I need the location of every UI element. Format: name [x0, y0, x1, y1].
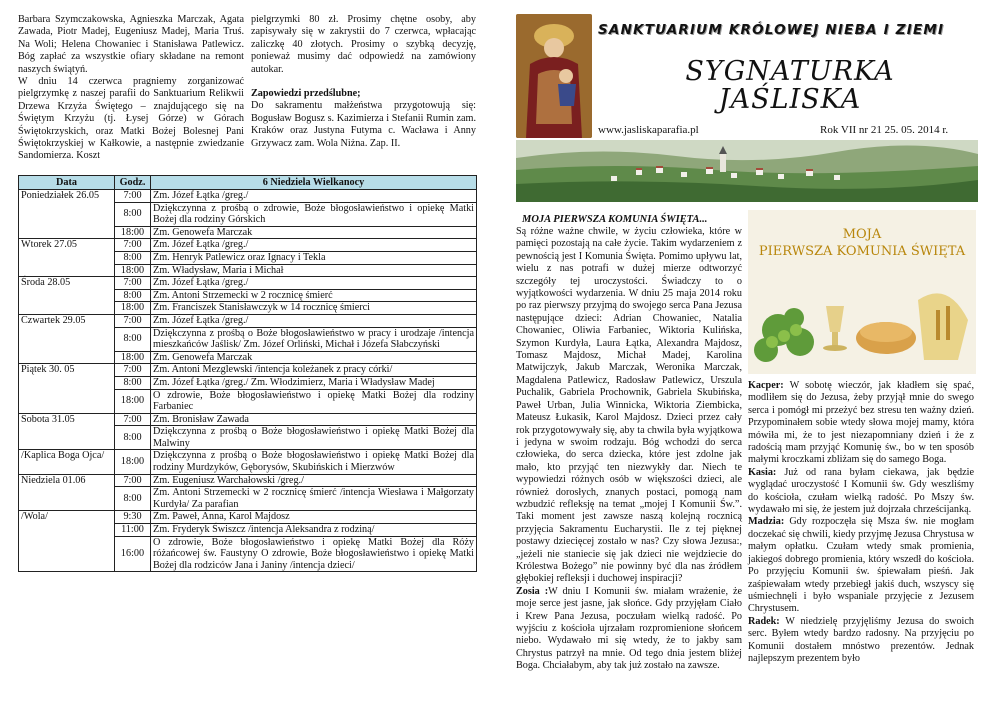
schedule-time: 8:00 [115, 376, 151, 389]
schedule-row [19, 226, 477, 239]
schedule-intention: Zm. Władysław, Maria i Michał [151, 264, 477, 277]
header-title: 6 Niedziela Wielkanocy [151, 176, 477, 190]
schedule-row [19, 239, 477, 252]
schedule-row [19, 450, 477, 474]
schedule-day: Niedziela 01.06 [19, 474, 115, 487]
schedule-row [19, 351, 477, 364]
schedule-time: 7:00 [115, 277, 151, 290]
communion-title-line2: PIERWSZA KOMUNIA ŚWIĘTA [758, 244, 966, 259]
schedule-day [19, 202, 115, 226]
banns-heading: Zapowiedzi przedślubne; [251, 88, 361, 100]
schedule-row [19, 277, 477, 290]
pilgrimage-continued-paragraph: pielgrzymki 80 zł. Prosimy chętne osoby, aby zapisywały się w zakrystii do 7 czerwca, wpłacając zaliczkę 40 złotych. Prosimy o szybką decyzję, ponieważ musimy dać odpowiedź na zamówiony autokar. [251, 14, 476, 75]
schedule-row [19, 474, 477, 487]
schedule-time: 8:00 [115, 251, 151, 264]
schedule-day: Czwartek 29.05 [19, 314, 115, 327]
schedule-day: Wtorek 27.05 [19, 239, 115, 252]
schedule-time: 7:00 [115, 190, 151, 203]
schedule-day [19, 487, 115, 511]
header-date: Data [19, 176, 115, 190]
schedule-day: /Wola/ [19, 511, 115, 524]
schedule-time: 7:00 [115, 239, 151, 252]
schedule-intention: Zm. Genowefa Marczak [151, 351, 477, 364]
schedule-row [19, 302, 477, 315]
schedule-time: 7:00 [115, 364, 151, 377]
schedule-time: 18:00 [115, 302, 151, 315]
schedule-day [19, 264, 115, 277]
mass-schedule-table [18, 175, 477, 572]
schedule-time: 18:00 [115, 389, 151, 413]
communion-title-line1: MOJA [842, 227, 882, 242]
bulletin-title-line2: JAŚLISKA [718, 84, 862, 115]
schedule-row [19, 190, 477, 203]
schedule-intention: Zm. Henryk Patlewicz oraz Ignacy i Tekla [151, 251, 477, 264]
schedule-row [19, 426, 477, 450]
schedule-row [19, 536, 477, 572]
schedule-intention: Zm. Antoni Mezglewski /intencja koleżanek z pracy córki/ [151, 364, 477, 377]
schedule-time: 8:00 [115, 426, 151, 450]
schedule-intention: Zm. Józef Łątka /greg./ [151, 190, 477, 203]
banns-paragraph: Do sakramentu małżeństwa przygotowują się: Bogusław Bogusz s. Kazimierza i Stefanii Rumin zam. Kraków oraz Justyna Futyma c. Wacława i Anny Grzywacz zam. Wola Niżna. Zap. II. [251, 100, 476, 149]
schedule-day [19, 536, 115, 572]
schedule-time: 7:00 [115, 314, 151, 327]
schedule-row [19, 264, 477, 277]
schedule-intention: Dziękczynna z prośbą o zdrowie, Boże błogosławieństwo i opiekę Matki Bożej dla rodziny Górskich [151, 202, 477, 226]
issue-info: Rok VII nr 21 25. 05. 2014 r. [820, 124, 949, 136]
schedule-time: 8:00 [115, 327, 151, 351]
schedule-time: 8:00 [115, 289, 151, 302]
kacper-quote: Kacper: W sobotę wieczór, jak kładłem się spać, modliłem się do Jezusa, żeby przyjął mnie do swego serca i pomógł mi przeżyć bez stresu ten ważny dzień. Przypominałem sobie wtedy słowa mojej mamy, która mówiła mi, że to jest niezapomniany dzień i że z radością mam przyjąć Komunię św., bo w ten sposób małymi kroczkami zbliżam się do samego Boga. [748, 380, 974, 466]
schedule-time: 18:00 [115, 351, 151, 364]
schedule-day [19, 251, 115, 264]
madzia-quote: Madzia: Gdy rozpoczęła się Msza św. nie mogłam doczekać się chwili, kiedy przyjmę Jezusa Chrystusa w małym opłatku. Czułam wtedy smak promienia, jakiegoś dobrego promienia, który wszedł do kościoła. Po przyjęciu Komunii św. śpiewałam pieśń. Jak zaśpiewałam wtedy przebiegł jakiś duch, wszyscy się uśmiechnęli i było wspaniale przyjęcie z Jezusem Chrystusem. [748, 516, 974, 615]
schedule-row [19, 524, 477, 537]
schedule-intention: Zm. Paweł, Anna, Karol Majdosz [151, 511, 477, 524]
schedule-intention: Zm. Genowefa Marczak [151, 226, 477, 239]
madonna-icon-image [516, 14, 592, 138]
schedule-intention: Zm. Bronisław Zawada [151, 413, 477, 426]
pilgrimage-paragraph: W dniu 14 czerwca pragniemy zorganizować pielgrzymkę z naszej parafii do Sanktuarium Relikwii Drzewa Krzyża Świętego – znajdującego się na Świętym Krzyżu (tj. Łysej Górze) w Górach Świętokrzyskich, oraz Matki Bożej Bolesnej Pani Świętokrzyskiej w Kałkowie, a następnie zwiedzanie Sandomierza. Koszt [18, 76, 244, 162]
schedule-time: 18:00 [115, 226, 151, 239]
schedule-intention: Zm. Antoni Strzemecki w 2 rocznicę śmierć /intencja Wiesława i Małgorzaty Kurdyła/ Za parafian [151, 487, 477, 511]
article-column-right [748, 380, 974, 665]
schedule-day: Poniedziałek 26.05 [19, 190, 115, 203]
notices-column-right [251, 14, 476, 150]
schedule-header-row [19, 176, 477, 190]
schedule-row [19, 511, 477, 524]
schedule-row [19, 389, 477, 413]
schedule-row [19, 289, 477, 302]
schedule-time: 7:00 [115, 474, 151, 487]
bulletin-title [640, 58, 940, 114]
schedule-row [19, 202, 477, 226]
header-time: Godz. [115, 176, 151, 190]
schedule-day: Piątek 30. 05 [19, 364, 115, 377]
schedule-intention: Dziękczynna z prośbą o Boże błogosławieństwo i opiekę Matki Bożej dla rodziny Murdzyków, Gęborysów, Skubińskich i Mierzwów [151, 450, 477, 474]
schedule-intention: Zm. Józef Łątka /greg./ [151, 239, 477, 252]
article-intro-paragraph: Są różne ważne chwile, w życiu człowieka, które w pamięci pozostają na całe życie. Takim wydarzeniem z pewnością jest I Komunia Święta. Pomimo upływu lat, wielu z nas potrafi w dużej mierze odtworzyć szczegóły tej uroczystości. Świadczy to o wyjątkowości wydarzenia. W dniu 25 maja 2014 roku po raz pierwszy przyjmą do swojego serca Pana Jezusa następujące dzieci: Adrian Chowaniec, Natalia Chowaniec, Oliwia Farbaniec, Wiktoria Kulińska, Szymon Kurdyła, Laura Łątka, Alexandra Majdosz, Tomasz Majdosz, Michał Madej, Karolina Matwijczyk, Jakub Marczak, Weronika Marczak, Magdalena Patlewicz, Radosław Patlewicz, Urszula Puchalik, Gabriela Prochownik, Gabriela Skubińska, Paweł Urban, Julia Winnicka, Wiktoria Ziembicka, Mateusz Łukasik, Karol Majdosz. Dzieci przez cały rok przygotowywały się, aby ta chwila była wyjątkowa i jedyna w swoim rodzaju. Bóg wchodzi do serca człowieka, do serca dziecka, które jest zdolne jak mało, kto przyjąć ten niezwykły dar. Niech te wypowiedzi różnych osób w większości dzieci, ale również dorosłych, znanych postaci, pomogą nam wzbudzić refleksję na temat „mojej I Komunii Św.”. Taki moment jest zawsze naszą kolejną rocznicą przyjęcia Sakramentu Eucharystii. Ile z tej pięknej postawy dziecięcej zostało w nas? Czy słowa Jezusa:, „jeżeli nie staniecie się jak dzieci nie wejdziecie do Królestwa Bożego” nie powinny być dla nas źródłem głębokiej refleksji i duchowej inspiracji? [516, 226, 742, 585]
zosia-quote: Zosia :W dniu I Komunii św. miałam wrażenie, że moje serce jest jasne, jak słońce. Gdy przyjęłam Ciało i Krew Pana Jezusa, poczułam wielką radość. Po wyjściu z kościoła ujrzałam rozpromienione słońcem niebo. Wydawało mi się wtedy, że to jakby sam Chrystus patrzył na mnie. Od tego dnia jestem bliżej Boga. Chciałabym, aby tak już zostało na zawsze. [516, 585, 742, 672]
article-heading: MOJA PIERWSZA KOMUNIA ŚWIĘTA... [522, 214, 708, 225]
article-column-left [516, 226, 742, 673]
schedule-intention: Zm. Franciszek Stanisławczyk w 14 rocznicę śmierci [151, 302, 477, 315]
schedule-day: /Kaplica Boga Ojca/ [19, 450, 115, 474]
schedule-row [19, 251, 477, 264]
schedule-intention: Zm. Józef Łątka /greg./ Zm. Włodzimierz, Maria i Władysław Madej [151, 376, 477, 389]
schedule-day [19, 426, 115, 450]
schedule-intention: Dziękczynna z prośbą o Boże błogosławieństwo w pracy i urodzaje /intencja mieszkańców Jaślisk/ Zm. Józef Orliński, Michał i Józefa Słabczyński [151, 327, 477, 351]
communion-image-title [748, 226, 976, 260]
schedule-day [19, 302, 115, 315]
schedule-day: Środa 28.05 [19, 277, 115, 290]
schedule-intention: Dziękczynna z prośbą o Boże błogosławieństwo i opiekę Matki Bożej dla Malwiny [151, 426, 477, 450]
schedule-day: Sobota 31.05 [19, 413, 115, 426]
schedule-day [19, 351, 115, 364]
schedule-row [19, 327, 477, 351]
schedule-row [19, 376, 477, 389]
schedule-intention: Zm. Józef Łątka /greg./ [151, 314, 477, 327]
schedule-intention: Zm. Fryderyk Świszcz /intencja Aleksandra z rodziną/ [151, 524, 477, 537]
village-landscape-image [516, 140, 978, 202]
schedule-time: 11:00 [115, 524, 151, 537]
notices-column-left [18, 14, 244, 163]
schedule-day [19, 376, 115, 389]
schedule-intention: Zm. Józef Łątka /greg./ [151, 277, 477, 290]
schedule-time: 16:00 [115, 536, 151, 572]
schedule-time: 7:00 [115, 413, 151, 426]
website-link[interactable]: www.jasliskaparafia.pl [598, 124, 699, 136]
schedule-row [19, 413, 477, 426]
schedule-time: 18:00 [115, 450, 151, 474]
madonna-icon [516, 14, 592, 138]
schedule-row [19, 314, 477, 327]
thanks-paragraph: Barbara Szymczakowska, Agnieszka Marczak, Agata Zawada, Piotr Madej, Eugeniusz Madej, Maria Truś. Na Woli; Helena Chowaniec i Stanisława Patlewicz. Bóg zapłać za wszystkie ofiary składane na remont naszych świątyń. [18, 14, 244, 75]
schedule-time: 8:00 [115, 202, 151, 226]
schedule-row [19, 364, 477, 377]
schedule-intention: Zm. Eugeniusz Warchałowski /greg./ [151, 474, 477, 487]
schedule-day [19, 389, 115, 413]
schedule-row [19, 487, 477, 511]
schedule-intention: O zdrowie, Boże błogosławieństwo i opiekę Matki Bożej dla Róży różańcowej św. Faustyny O zdrowie, Boże błogosławieństwo i opiekę Matki Bożej dla rodziców Jana i Janiny /intencja dzieci/ [151, 536, 477, 572]
sanctuary-title: SANKTUARIUM KRÓLOWEJ NIEBA I ZIEMI [598, 22, 945, 38]
radek-quote: Radek: W niedzielę przyjęliśmy Jezusa do swoich serc. Byłem wtedy bardzo radosny. Na przyjęciu po Komunii dostałem mnóstwo prezentów. Jednak najlepszym prezentem było [748, 615, 974, 664]
schedule-time: 18:00 [115, 264, 151, 277]
landscape-illustration [516, 140, 978, 202]
bulletin-title-line1: SYGNATURKA [685, 56, 895, 87]
schedule-day [19, 289, 115, 302]
schedule-body [19, 190, 477, 572]
schedule-day [19, 524, 115, 537]
schedule-time: 9:30 [115, 511, 151, 524]
kasia-quote: Kasia: Już od rana byłam ciekawa, jak będzie wyglądać uroczystość I Komunii św. Gdy weszliśmy do kościoła, czułam wielką radość. Po Mszy św. wydawało mi się, że jestem już dojrzała chrześcijanką. [748, 466, 974, 516]
schedule-time: 8:00 [115, 487, 151, 511]
schedule-day [19, 327, 115, 351]
schedule-intention: Zm. Antoni Strzemecki w 2 rocznicę śmierć [151, 289, 477, 302]
schedule-intention: O zdrowie, Boże błogosławieństwo i opiekę Matki Bożej dla rodziny Farbaniec [151, 389, 477, 413]
schedule-day [19, 226, 115, 239]
